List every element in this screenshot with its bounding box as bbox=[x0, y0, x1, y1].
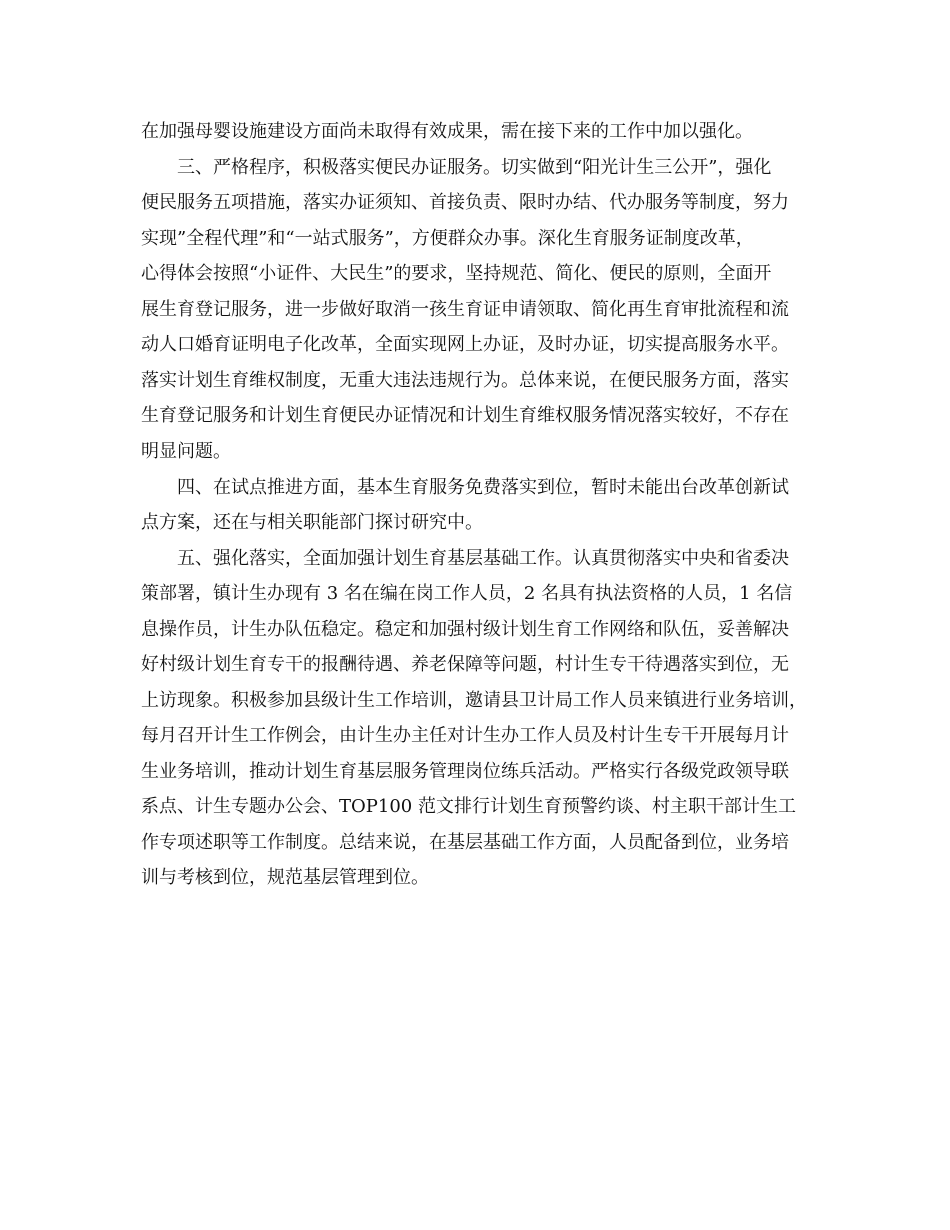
text-line: 生育登记服务和计划生育便民办证情况和计划生育维权服务情况落实较好，不存在 bbox=[141, 405, 789, 426]
text-line: 心得体会按照“小证件、大民生”的要求，坚持规范、简化、便民的原则，全面开 bbox=[141, 263, 772, 284]
text-line: 策部署，镇计生办现有 3 名在编在岗工作人员，2 名具有执法资格的人员，1 名信 bbox=[141, 583, 793, 604]
text-line: 落实计划生育维权制度，无重大违法违规行为。总体来说，在便民服务方面，落实 bbox=[141, 370, 789, 391]
text-line: 展生育登记服务，进一步做好取消一孩生育证申请领取、简化再生育审批流程和流 bbox=[141, 299, 789, 320]
text-line: 实现”全程代理”和“一站式服务”，方便群众办事。深化生育服务证制度改革， bbox=[141, 228, 754, 249]
text-line: 在加强母婴设施建设方面尚未取得有效成果，需在接下来的工作中加以强化。 bbox=[141, 121, 753, 142]
paragraph-5-start: 五、强化落实，全面加强计划生育基层基础工作。认真贯彻落实中央和省委决 bbox=[177, 548, 789, 569]
text-line: 每月召开计生工作例会，由计生办主任对计生办工作人员及村计生专干开展每月计 bbox=[141, 725, 789, 746]
text-line: 作专项述职等工作制度。总结来说，在基层基础工作方面，人员配备到位，业务培 bbox=[141, 832, 789, 853]
text-line: 息操作员，计生办队伍稳定。稳定和加强村级计划生育工作网络和队伍，妥善解决 bbox=[141, 619, 789, 640]
text-line: 点方案，还在与相关职能部门探讨研究中。 bbox=[141, 512, 483, 533]
text-line: 上访现象。积极参加县级计生工作培训，邀请县卫计局工作人员来镇进行业务培训， bbox=[141, 690, 807, 711]
text-line: 动人口婚育证明电子化改革，全面实现网上办证，及时办证，切实提高服务水平。 bbox=[141, 334, 789, 355]
text-line: 明显问题。 bbox=[141, 441, 231, 462]
paragraph-3-start: 三、严格程序，积极落实便民办证服务。切实做到“阳光计生三公开”，强化 bbox=[177, 157, 772, 178]
text-line: 便民服务五项措施，落实办证须知、首接负责、限时办结、代办服务等制度，努力 bbox=[141, 192, 789, 213]
text-line: 生业务培训，推动计划生育基层服务管理岗位练兵活动。严格实行各级党政领导联 bbox=[141, 761, 789, 782]
text-line: 好村级计划生育专干的报酬待遇、养老保障等问题，村计生专干待遇落实到位，无 bbox=[141, 654, 789, 675]
text-line: 训与考核到位，规范基层管理到位。 bbox=[141, 867, 429, 888]
paragraph-4-start: 四、在试点推进方面，基本生育服务免费落实到位，暂时未能出台改革创新试 bbox=[177, 477, 789, 498]
text-line: 系点、计生专题办公会、TOP100 范文排行计划生育预警约谈、村主职干部计生工 bbox=[141, 796, 796, 817]
